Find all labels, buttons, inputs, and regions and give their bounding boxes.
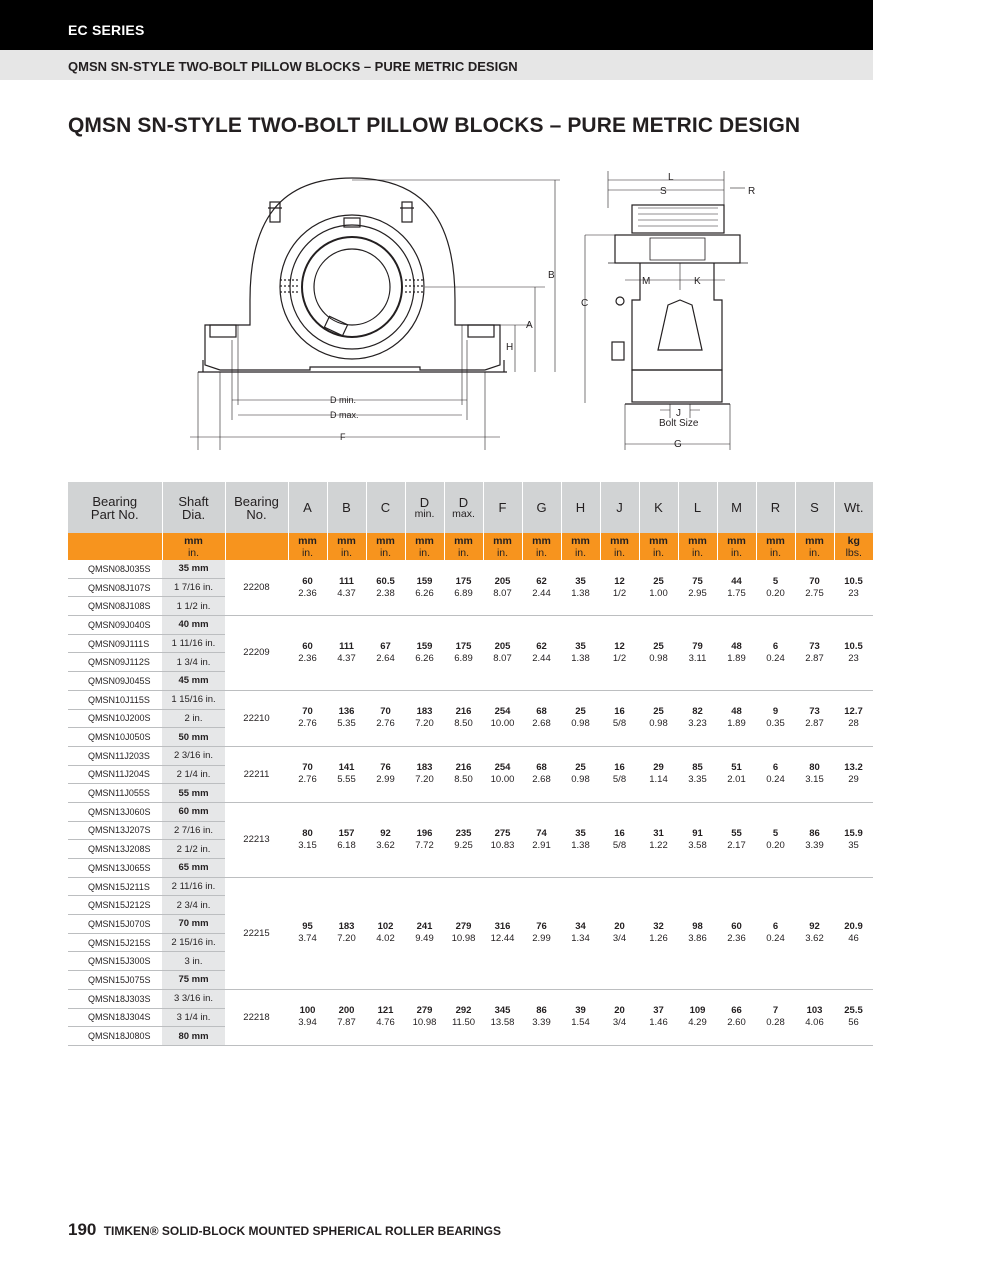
dimension-cell: 16 5/8 — [600, 690, 639, 746]
header-dmin: D min. — [405, 482, 444, 533]
part-number-cell: QMSN08J108S — [68, 597, 162, 616]
page-title: QMSN SN-STYLE TWO-BOLT PILLOW BLOCKS – PURE METRIC DESIGN — [68, 114, 801, 137]
dimension-cell: 67 2.64 — [366, 616, 405, 691]
table-row — [68, 690, 873, 709]
shaft-dia-cell: 60 mm — [162, 802, 225, 821]
label-b: B — [548, 270, 555, 281]
dimension-cell: 111 4.37 — [327, 616, 366, 691]
dimension-cell: 10.5 23 — [834, 560, 873, 616]
dimension-cell: 136 5.35 — [327, 690, 366, 746]
dimension-cell: 25 0.98 — [639, 616, 678, 691]
units-g: mm in. — [522, 533, 561, 560]
shaft-dia-cell: 35 mm — [162, 560, 225, 578]
shaft-dia-cell: 45 mm — [162, 672, 225, 691]
part-number-cell: QMSN15J070S — [68, 915, 162, 934]
part-number-cell: QMSN15J300S — [68, 952, 162, 971]
section-bar — [0, 50, 873, 80]
header-wt: Wt. — [834, 482, 873, 533]
dimension-cell: 12 1/2 — [600, 560, 639, 616]
dimension-cell: 100 3.94 — [288, 989, 327, 1045]
dimension-cell: 10.5 23 — [834, 616, 873, 691]
table-body — [68, 560, 873, 1045]
dimension-cell: 86 3.39 — [795, 802, 834, 877]
shaft-dia-cell: 2 in. — [162, 709, 225, 728]
dimension-cell: 5 0.20 — [756, 560, 795, 616]
dimension-cell: 37 1.46 — [639, 989, 678, 1045]
dimension-cell: 92 3.62 — [795, 877, 834, 989]
header-shaft-dia: Shaft Dia. — [162, 482, 225, 533]
dimension-cell: 35 1.38 — [561, 616, 600, 691]
dimension-cell: 196 7.72 — [405, 802, 444, 877]
label-s: S — [660, 186, 667, 197]
shaft-dia-cell: 1 15/16 in. — [162, 690, 225, 709]
table-header-row — [68, 482, 873, 533]
label-r: R — [748, 186, 756, 197]
dimension-cell: 62 2.44 — [522, 616, 561, 691]
part-number-cell: QMSN11J204S — [68, 765, 162, 784]
dimension-cell: 16 5/8 — [600, 802, 639, 877]
part-number-cell: QMSN10J200S — [68, 709, 162, 728]
dimension-cell: 216 8.50 — [444, 690, 483, 746]
part-number-cell: QMSN10J115S — [68, 690, 162, 709]
bearing-number-cell: 22218 — [225, 989, 288, 1045]
dimension-cell: 6 0.24 — [756, 877, 795, 989]
part-number-cell: QMSN11J055S — [68, 784, 162, 803]
units-c: mm in. — [366, 533, 405, 560]
header-j: J — [600, 482, 639, 533]
shaft-dia-cell: 2 3/4 in. — [162, 896, 225, 915]
dimension-cell: 279 10.98 — [405, 989, 444, 1045]
dimension-cell: 109 4.29 — [678, 989, 717, 1045]
series-label: EC SERIES — [68, 22, 145, 38]
shaft-dia-cell: 1 3/4 in. — [162, 653, 225, 672]
header-s: S — [795, 482, 834, 533]
page-number: 190 — [68, 1220, 97, 1239]
dimension-cell: 216 8.50 — [444, 746, 483, 802]
units-shaft: mm in. — [162, 533, 225, 560]
part-number-cell: QMSN15J215S — [68, 933, 162, 952]
dimension-cell: 159 6.26 — [405, 616, 444, 691]
units-wt: kg lbs. — [834, 533, 873, 560]
table-row — [68, 989, 873, 1008]
part-number-cell: QMSN15J212S — [68, 896, 162, 915]
dimension-cell: 76 2.99 — [366, 746, 405, 802]
dimension-cell: 66 2.60 — [717, 989, 756, 1045]
units-r: mm in. — [756, 533, 795, 560]
shaft-dia-cell: 1 11/16 in. — [162, 634, 225, 653]
dimension-cell: 345 13.58 — [483, 989, 522, 1045]
dimension-cell: 60 2.36 — [717, 877, 756, 989]
dimension-cell: 48 1.89 — [717, 690, 756, 746]
shaft-dia-cell: 65 mm — [162, 859, 225, 878]
shaft-dia-cell: 3 in. — [162, 952, 225, 971]
page-footer — [68, 1220, 501, 1240]
units-dmax: mm in. — [444, 533, 483, 560]
label-l: L — [668, 172, 674, 183]
dimension-cell: 91 3.58 — [678, 802, 717, 877]
dimension-cell: 13.2 29 — [834, 746, 873, 802]
dimension-cell: 16 5/8 — [600, 746, 639, 802]
shaft-dia-cell: 1 7/16 in. — [162, 578, 225, 597]
dimension-cell: 98 3.86 — [678, 877, 717, 989]
dimension-cell: 159 6.26 — [405, 560, 444, 616]
shaft-dia-cell: 75 mm — [162, 971, 225, 990]
shaft-dia-cell: 2 1/4 in. — [162, 765, 225, 784]
part-number-cell: QMSN13J207S — [68, 821, 162, 840]
dimension-cell: 70 2.76 — [288, 690, 327, 746]
part-number-cell: QMSN08J035S — [68, 560, 162, 578]
label-m: M — [642, 276, 651, 287]
dimension-cell: 74 2.91 — [522, 802, 561, 877]
dimension-cell: 51 2.01 — [717, 746, 756, 802]
dimension-cell: 60 2.36 — [288, 560, 327, 616]
dimension-cell: 5 0.20 — [756, 802, 795, 877]
units-h: mm in. — [561, 533, 600, 560]
bearing-number-cell: 22208 — [225, 560, 288, 616]
dimension-cell: 254 10.00 — [483, 690, 522, 746]
shaft-dia-cell: 55 mm — [162, 784, 225, 803]
shaft-dia-cell: 2 7/16 in. — [162, 821, 225, 840]
dimension-cell: 6 0.24 — [756, 746, 795, 802]
units-j: mm in. — [600, 533, 639, 560]
shaft-dia-cell: 3 3/16 in. — [162, 989, 225, 1008]
dimension-cell: 39 1.54 — [561, 989, 600, 1045]
dimension-cell: 82 3.23 — [678, 690, 717, 746]
dimension-cell: 175 6.89 — [444, 616, 483, 691]
series-bar — [0, 0, 873, 50]
dimension-cell: 70 2.75 — [795, 560, 834, 616]
dimension-cell: 20.9 46 — [834, 877, 873, 989]
part-number-cell: QMSN15J211S — [68, 877, 162, 896]
part-number-cell: QMSN09J112S — [68, 653, 162, 672]
part-number-cell: QMSN09J045S — [68, 672, 162, 691]
label-j: J — [676, 408, 681, 419]
header-b: B — [327, 482, 366, 533]
dimension-cell: 25 0.98 — [561, 690, 600, 746]
dimension-cell: 183 7.20 — [405, 746, 444, 802]
shaft-dia-cell: 2 15/16 in. — [162, 933, 225, 952]
header-k: K — [639, 482, 678, 533]
dimension-cell: 68 2.68 — [522, 746, 561, 802]
dimension-cell: 73 2.87 — [795, 690, 834, 746]
part-number-cell: QMSN09J111S — [68, 634, 162, 653]
dimension-cell: 62 2.44 — [522, 560, 561, 616]
dimension-cell: 68 2.68 — [522, 690, 561, 746]
label-f: F — [340, 432, 346, 442]
part-number-cell: QMSN08J107S — [68, 578, 162, 597]
label-k: K — [694, 276, 701, 287]
dimension-cell: 92 3.62 — [366, 802, 405, 877]
label-dmax: D max. — [330, 410, 359, 420]
dimension-cell: 20 3/4 — [600, 989, 639, 1045]
part-number-cell: QMSN18J303S — [68, 989, 162, 1008]
header-bearing-no: Bearing No. — [225, 482, 288, 533]
part-number-cell: QMSN13J065S — [68, 859, 162, 878]
label-h: H — [506, 342, 514, 353]
shaft-dia-cell: 70 mm — [162, 915, 225, 934]
part-number-cell: QMSN18J304S — [68, 1008, 162, 1027]
pillow-block-drawing — [170, 160, 770, 460]
dimension-cell: 6 0.24 — [756, 616, 795, 691]
dimensions-table — [68, 482, 873, 1046]
units-b: mm in. — [327, 533, 366, 560]
dimension-cell: 205 8.07 — [483, 560, 522, 616]
dimension-cell: 75 2.95 — [678, 560, 717, 616]
dimension-cell: 80 3.15 — [795, 746, 834, 802]
dimension-cell: 9 0.35 — [756, 690, 795, 746]
dimension-cell: 35 1.38 — [561, 560, 600, 616]
shaft-dia-cell: 1 1/2 in. — [162, 597, 225, 616]
dimension-cell: 70 2.76 — [288, 746, 327, 802]
header-part-no: Bearing Part No. — [68, 482, 162, 533]
dimension-cell: 121 4.76 — [366, 989, 405, 1045]
bearing-number-cell: 22211 — [225, 746, 288, 802]
dimension-cell: 31 1.22 — [639, 802, 678, 877]
footer-text: TIMKEN® SOLID-BLOCK MOUNTED SPHERICAL ROLLER BEARINGS — [103, 1224, 502, 1238]
units-f: mm in. — [483, 533, 522, 560]
shaft-dia-cell: 50 mm — [162, 728, 225, 747]
table-row — [68, 877, 873, 896]
units-dmin: mm in. — [405, 533, 444, 560]
units-l: mm in. — [678, 533, 717, 560]
dimension-cell: 25.5 56 — [834, 989, 873, 1045]
dimension-cell: 292 11.50 — [444, 989, 483, 1045]
dimension-cell: 102 4.02 — [366, 877, 405, 989]
header-r: R — [756, 482, 795, 533]
part-number-cell: QMSN13J060S — [68, 802, 162, 821]
bearing-number-cell: 22210 — [225, 690, 288, 746]
shaft-dia-cell: 2 1/2 in. — [162, 840, 225, 859]
dimension-cell: 111 4.37 — [327, 560, 366, 616]
dimension-cell: 175 6.89 — [444, 560, 483, 616]
units-m: mm in. — [717, 533, 756, 560]
dimension-cell: 73 2.87 — [795, 616, 834, 691]
label-bolt-size: Bolt Size — [659, 418, 699, 429]
header-h: H — [561, 482, 600, 533]
header-a: A — [288, 482, 327, 533]
header-f: F — [483, 482, 522, 533]
dimension-cell: 79 3.11 — [678, 616, 717, 691]
label-a: A — [526, 320, 533, 331]
dimension-cell: 55 2.17 — [717, 802, 756, 877]
dimension-cell: 15.9 35 — [834, 802, 873, 877]
dimension-cell: 86 3.39 — [522, 989, 561, 1045]
dimension-cell: 183 7.20 — [327, 877, 366, 989]
dimension-cell: 80 3.15 — [288, 802, 327, 877]
section-label: QMSN SN-STYLE TWO-BOLT PILLOW BLOCKS – PURE METRIC DESIGN — [68, 59, 518, 74]
dimension-cell: 29 1.14 — [639, 746, 678, 802]
dimension-cell: 183 7.20 — [405, 690, 444, 746]
header-dmax: D max. — [444, 482, 483, 533]
dimension-cell: 85 3.35 — [678, 746, 717, 802]
table-row — [68, 746, 873, 765]
header-c: C — [366, 482, 405, 533]
dimension-cell: 70 2.76 — [366, 690, 405, 746]
part-number-cell: QMSN11J203S — [68, 746, 162, 765]
dimension-cell: 60.5 2.38 — [366, 560, 405, 616]
dimension-cell: 25 1.00 — [639, 560, 678, 616]
dimension-cell: 7 0.28 — [756, 989, 795, 1045]
header-g: G — [522, 482, 561, 533]
bearing-number-cell: 22209 — [225, 616, 288, 691]
front-view — [190, 178, 560, 450]
dimension-cell: 12 1/2 — [600, 616, 639, 691]
dimension-cell: 20 3/4 — [600, 877, 639, 989]
bearing-number-cell: 22215 — [225, 877, 288, 989]
dimension-cell: 235 9.25 — [444, 802, 483, 877]
dimension-cell: 48 1.89 — [717, 616, 756, 691]
dimension-cell: 12.7 28 — [834, 690, 873, 746]
header-m: M — [717, 482, 756, 533]
dimension-cell: 60 2.36 — [288, 616, 327, 691]
table-row — [68, 616, 873, 635]
dimension-cell: 25 0.98 — [561, 746, 600, 802]
dimension-cell: 34 1.34 — [561, 877, 600, 989]
label-dmin: D min. — [330, 395, 357, 405]
dimension-cell: 25 0.98 — [639, 690, 678, 746]
dimension-cell: 35 1.38 — [561, 802, 600, 877]
dimension-cell: 141 5.55 — [327, 746, 366, 802]
shaft-dia-cell: 2 3/16 in. — [162, 746, 225, 765]
dimension-cell: 32 1.26 — [639, 877, 678, 989]
part-number-cell: QMSN09J040S — [68, 616, 162, 635]
dimension-cell: 103 4.06 — [795, 989, 834, 1045]
units-row — [68, 533, 873, 560]
dimension-cell: 76 2.99 — [522, 877, 561, 989]
dimension-cell: 95 3.74 — [288, 877, 327, 989]
units-k: mm in. — [639, 533, 678, 560]
units-part — [68, 533, 162, 560]
label-c: C — [581, 298, 589, 309]
part-number-cell: QMSN15J075S — [68, 971, 162, 990]
dimension-cell: 241 9.49 — [405, 877, 444, 989]
dimension-cell: 254 10.00 — [483, 746, 522, 802]
dimension-cell: 205 8.07 — [483, 616, 522, 691]
shaft-dia-cell: 2 11/16 in. — [162, 877, 225, 896]
header-l: L — [678, 482, 717, 533]
units-bno — [225, 533, 288, 560]
bearing-number-cell: 22213 — [225, 802, 288, 877]
label-g: G — [674, 439, 682, 450]
side-view — [581, 171, 755, 450]
dimension-cell: 44 1.75 — [717, 560, 756, 616]
table-row — [68, 802, 873, 821]
part-number-cell: QMSN13J208S — [68, 840, 162, 859]
shaft-dia-cell: 80 mm — [162, 1027, 225, 1046]
shaft-dia-cell: 40 mm — [162, 616, 225, 635]
dimension-cell: 279 10.98 — [444, 877, 483, 989]
part-number-cell: QMSN18J080S — [68, 1027, 162, 1046]
dimension-cell: 316 12.44 — [483, 877, 522, 989]
units-a: mm in. — [288, 533, 327, 560]
table-row — [68, 560, 873, 578]
dimension-cell: 200 7.87 — [327, 989, 366, 1045]
units-s: mm in. — [795, 533, 834, 560]
dimension-cell: 157 6.18 — [327, 802, 366, 877]
dimension-cell: 275 10.83 — [483, 802, 522, 877]
part-number-cell: QMSN10J050S — [68, 728, 162, 747]
shaft-dia-cell: 3 1/4 in. — [162, 1008, 225, 1027]
